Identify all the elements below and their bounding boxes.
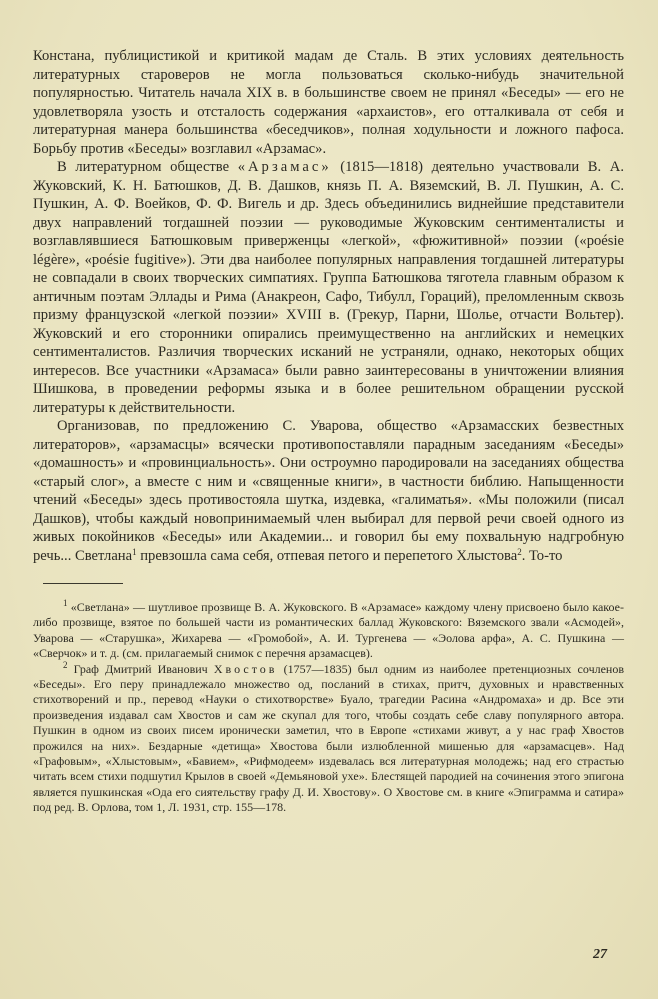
- paragraph-3-part2: превзошла сама себя, отпевая петого и перепетого Хлыстова: [136, 547, 518, 564]
- footnote-ref-2[interactable]: 2: [517, 546, 522, 557]
- paragraph-2-body: (1815—1818) деятельно участвовали В. А. Жуковский, К. Н. Батюшков, Д. В. Дашков, князь П. А. Вяземский, В. Л. Пушкин, А. С. Пушкин, А. Ф. Воейков, Ф. Ф. Вигель и др. Здесь объединились виднейшие представители двух направлений тогдашней поэзии — руководимые Жуковским сентименталисты и возглавлявшиеся Батюшковым приверженцы «легкой», «фюжитивной» поэзии («poésie légère», «poésie fugitive»). Эти два наиболее популярных направления тогдашней литературы не совпадали в своих творческих симпатиях. Группа Батюшкова тяготела главным образом к античным поэтам Эллады и Рима (Анакреон, Сафо, Тибулл, Гораций), преломленным сквозь призму французской «легкой поэзии» XVIII в. (Грекур, Парни, Шолье, отчасти Вольтер). Жуковский и его сторонники опирались преимущественно на английских и немецких сентименталистов. Различия творческих исканий не устраняли, однако, некоторых общих интересов. Все участники «Арзамаса» были равно заинтересованы в уничтожении влияния Шишкова, в проведении реформы языка и в более решительном обращении русской литературы к действительности.: [33, 159, 624, 416]
- page-number: 27: [593, 947, 607, 962]
- footnote-2-intro: Граф Дмитрий Иванович: [67, 661, 214, 676]
- footnote-2-body: (1757—1835) был одним из наиболее претенциозных сочленов «Беседы». Его перу принадлежало множество од, посланий в стихах, притч, духовных и нравственных стихотворений и пр., перевод «Науки о стихотворстве» Буало, трагедии Расина «Андромаха» и др. Все эти произведения издавал сам Хвостов и сам же скупал для того, чтобы создать себе славу популярного автора. Пушкин в одном из своих писем иронически заметил, что в Европе «стихами живут, а у нас граф Хвостов прожился на них». Бездарные «детища» Хвостова были излюбленной мишенью для «арзамасцев». Над «Графовым», «Хлыстовым», «Бавием», «Рифмодеем» издевалась вся литературная молодежь; над его страстью читать всем стихи подшутил Крылов в своей «Демьяновой ухе». Блестящей пародией на сочинения этого эпигона является пушкинская «Ода его сиятельству графу Д. И. Хвостову». О Хвостове см. в книге «Эпиграмма и сатира» под ред. В. Орлова, том 1, Л. 1931, стр. 155—178.: [33, 661, 625, 815]
- footnotes: [33, 600, 624, 816]
- footnote-2: [33, 659, 625, 816]
- paragraph-1: Констана, публицистикой и критикой мадам де Сталь. В этих условиях деятельность литературных староверов не могла пользоваться сколько-нибудь значительной популярностью. Читатель начала XIX в. в большинстве своем не принял «Беседы» — его не удовлетворяла узость и отсталость содержания «архаистов», его отталкивала от себя и литературная манера большинства «беседчиков», полная ходульности и ложного пафоса. Борьбу против «Беседы» возглавил «Арзамас».: [33, 48, 624, 157]
- khvostov-spaced-name: Хвостов: [213, 661, 278, 676]
- footnote-ref-1[interactable]: 1: [132, 546, 137, 557]
- paragraph-3: [33, 417, 624, 565]
- footnote-separator: [43, 583, 123, 584]
- paragraph-3-part3: . То-то: [521, 547, 563, 564]
- footnote-1-text: «Светлана» — шутливое прозвище В. А. Жуковского. В «Арзамасе» каждому члену присвоено было какое-либо прозвище, взятое по большей части из романтических баллад Жуковского: Вяземского звали «Асмодей», Уварова — «Старушка», Жихарева — «Громобой», А. И. Тургенева — «Эолова арфа», А. С. Пушкина — «Сверчок» и т. д. (см. прилагаемый снимок с перечня арзамасцев).: [33, 600, 624, 661]
- footnote-1-number: 1: [63, 598, 68, 608]
- footnote-2-number: 2: [63, 659, 68, 670]
- arzamas-spaced-title: «Арзамас»: [237, 159, 332, 175]
- footnote-1: [33, 600, 624, 662]
- paragraph-2-intro: В литературном обществе: [57, 159, 238, 175]
- paragraph-3-part1: Организовав, по предложению С. Уварова, общество «Арзамасских безвестных литераторов», «арзамасцы» всячески противопоставляли парадным заседаниям «Беседы» «домашность» и «провинциальность». Они остроумно пародировали на заседаниях общества «старый слог», а вместе с ним и «священные книги», в частности библию. Напыщенности чтений «Беседы» здесь противостояла шутка, издевка, «галиматья». «Мы положили (писал Дашков), чтобы каждый новопринимаемый член выбирал для первой речи своей одного из живых покойников «Беседы» или Академии... и говорил бы ему похвальную надгробную речь... Светлана: [33, 418, 624, 564]
- paragraph-2: [33, 158, 624, 417]
- main-text: [33, 47, 624, 565]
- book-page: [33, 47, 624, 816]
